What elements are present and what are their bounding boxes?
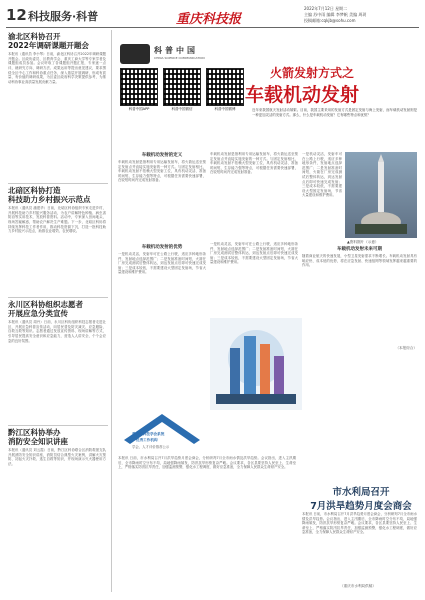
article-qianjiang [8,429,106,588]
headline: 开展应急分类宣传 [8,308,68,318]
page-header [6,6,419,26]
divider [8,297,108,298]
body-text: 一是机动灵活，发射车可在公路上行驶，适应多种地形条件，发射地点选择范围广；二是发射准备时间短，火箭在厂房完成测试后整体转运，到达发射点后即可快速完成发射；三是成本较低，不需要建设大型固定发射场，节省大量建设和维护费用。 [210,242,298,265]
promo-line3: 学会、人才评价推荐公示 [132,445,170,449]
water-bureau-body: 本报讯 日前，市水利局召开7月洪旱趋势月度会商会，分析研判7月全市雨水情及洪旱趋势。会议指出，进入主汛期后，全市降雨时空分布不均，局地强降雨频发，防汛抗旱形势复杂严峻。会议要求，各区县要坚持人民至上、生命至上，严格落实防汛抗旱责任，加强监测预警，强化水工程调度，做好应急准备，全力保障人民群众生命财产安全。 [118,456,296,470]
headline: 渝北区科协召开 [8,32,61,41]
body-text: 一是机动灵活，发射车可在公路上行驶，适应多种地形条件，发射地点选择范围广；二是发射准备时间短，火箭在厂房完成测试后整体转运，到达发射点后即可快速完成发射；三是成本较低，不需要建设大型固定发射场，节省大量建设和维护费用。 [302,152,342,198]
headline: 市水利局召开 [332,487,390,498]
body-text: 本报讯（通讯员 刘云霞）日前，黔江区科协联合区消防救援支队开展消防安全知识讲座，消防员结合典型火灾案例，讲解火灾预防、初起火灾扑救、逃生自救等知识，并现场演示灭火器使用方法。 [8,448,106,467]
header-rule [6,27,419,28]
body-text: 随着商业航天的快速发展，小型卫星发射需求不断增长。车载机动发射具有响应快、成本低的优势，将在应急发射、快速组网等领域发挥越来越重要的作用。 [302,254,417,268]
qr-code-icon[interactable] [206,68,244,106]
rocket-photo [345,152,417,238]
masthead: 重庆科技报 [176,12,242,27]
qr-label: 科普中国微博 [214,107,236,111]
email-line: 投稿邮箱:cqkjb@sohu.com [304,18,356,23]
rocket-launch-image [345,152,417,238]
promo-line1: 重庆市科技学会系统 [132,432,165,436]
main-headline: 车载机动发射 [245,84,360,106]
article-source: （本报综合） [395,346,417,350]
article-beibei [8,187,106,296]
futuristic-city-image [210,318,302,410]
main-col-right [302,246,417,351]
water-bureau-body-col2: 本报讯 日前，市水利局召开7月洪旱趋势月度会商会，分析研判7月全市雨水情及洪旱趋势。会议指出，进入主汛期后，全市降雨时空分布不均，局地强降雨频发，防汛抗旱形势复杂严峻。会议要求，各区县要坚持人民至上、生命至上，严格落实防汛抗旱责任，加强监测预警，强化水工程调度，做好应急准备，全力保障人民群众生命财产安全。 [302,512,417,535]
body-text: 车载机动发射是指利用专用运输发射车，将火箭运送至预定发射点并直接实施发射的一种方式。与固定发射相比，车载机动发射不依赖大型发射工位，具有机动灵活、准备时间短、生存能力强等特点，可根据任务需要快速部署，在较短时间内完成发射准备。 [118,160,206,183]
section-heading: 车载机动发射的优势 [141,245,183,250]
body-text: 本报讯（通讯员 潘建华）日前，北碚区科协组织专家走进乡村，开展科技助力乡村振兴服务活动，为农户讲解特色种植、病虫害防治等实用技术，发放科普资料。活动中，专家深入田间地头，现场答疑解惑，帮助农户解决生产难题。下一步，北碚区科协将持续发挥科技工作者作用，推动科技资源下沉，打造一批科技助力乡村振兴示范点，助推农业增效、农民增收。 [8,206,106,234]
kepu-badge [118,44,248,120]
city-illustration [210,318,302,410]
qr-code-icon[interactable] [163,68,201,106]
photo-caption: ▲资料图片（示意） [347,240,379,244]
qr-label: 科普中国APP [128,107,150,111]
page-number: 12 [6,6,27,24]
date-line: 2022年7月12日 星期二 [304,6,348,11]
headline: 7月洪旱趋势月度会商会 [310,501,412,512]
main-col-2 [210,152,298,314]
main-col-3 [302,152,342,240]
divider [8,425,108,426]
article-yongchuan [8,301,106,416]
section-heading: 车载机动发射的定义 [141,153,183,158]
kepu-subtitle: CHINA SCIENCE COMMUNICATION [154,56,205,60]
headline: 北碚区科协打造 [8,186,61,195]
qr-code-icon[interactable] [120,68,158,106]
headline: 黔江区科协举办 [8,428,61,437]
kepu-title: 科普中国 [154,46,198,55]
kepu-logo-icon [120,44,150,64]
water-bureau-source: （重庆市水利局供稿） [340,584,376,588]
body-text: 本报讯（通讯员 周丹）日前，永川区科协组织科技志愿者走进社区，开展应急科普宣传活动，向居民普及防灾减灾、应急避险、自救互救等知识。志愿者通过发放宣传资料、现场讲解等方式，引导居民提高安全意识和应急能力，营造人人讲安全、个个会应急的良好氛围。 [8,320,106,343]
body-text: 车载机动发射是指利用专用运输发射车，将火箭运送至预定发射点并直接实施发射的一种方式。与固定发射相比，车载机动发射不依赖大型发射工位，具有机动灵活、准备时间短、生存能力强等特点，可根据任务需要快速部署，在较短时间内完成发射准备。 [210,152,298,175]
lede-text: 近年来我国航天发射活动频繁。目前，我国主要采用的发射方式是固定发射与海上发射，而车载机动发射则是一种更加灵活的发射方式。那么，什么是车载机动发射？它有哪些特点和优势？ [252,108,417,117]
divider [8,183,108,184]
promo-line2: 优秀工作机构 [136,438,158,442]
article-yubei [8,33,106,160]
editor-line: 主编 苏中雨 编辑 李梦帆 美编 周玥 [304,12,367,17]
section-label: 科技服务·科普 [28,10,99,23]
qr-label: 科普中国微信 [171,107,193,111]
headline: 2022年调研课题开题会 [8,40,89,50]
promo-badge [122,410,202,450]
section-heading: 车载机动发射未来可期 [337,247,382,252]
column-divider [111,30,112,592]
headline: 科技助力乡村振兴示范点 [8,194,91,204]
body-text: 本报讯（通讯员 李小琴）日前，渝北区科协召开2022年调研课题开题会。区政协委员、区教育学会、重庆工商大学等专家学者及课题组成员参加。会议听取了各课题组开题汇报，专家逐一点评，就研究方向、调研方法、成果运用等提出意见建议，要求围绕全区中心工作和科协重点任务，深入基层开展调研，形成有质量、有价值的调研成果，为区委区政府科学决策提供参考，为推动科协事业高质量发展贡献力量。 [8,52,106,84]
body-text: 一是机动灵活，发射车可在公路上行驶，适应多种地形条件，发射地点选择范围广；二是发射准备时间短，火箭在厂房完成测试后整体转运，到达发射点后即可快速完成发射；三是成本较低，不需要建设大型固定发射场，节省大量建设和维护费用。 [118,252,206,275]
main-headline-small: 火箭发射方式之 [270,66,355,80]
main-col-1 [118,152,206,332]
water-bureau-headline [305,484,417,512]
headline: 消防安全知识讲座 [8,436,68,446]
headline: 永川区科协组织志愿者 [8,300,83,309]
